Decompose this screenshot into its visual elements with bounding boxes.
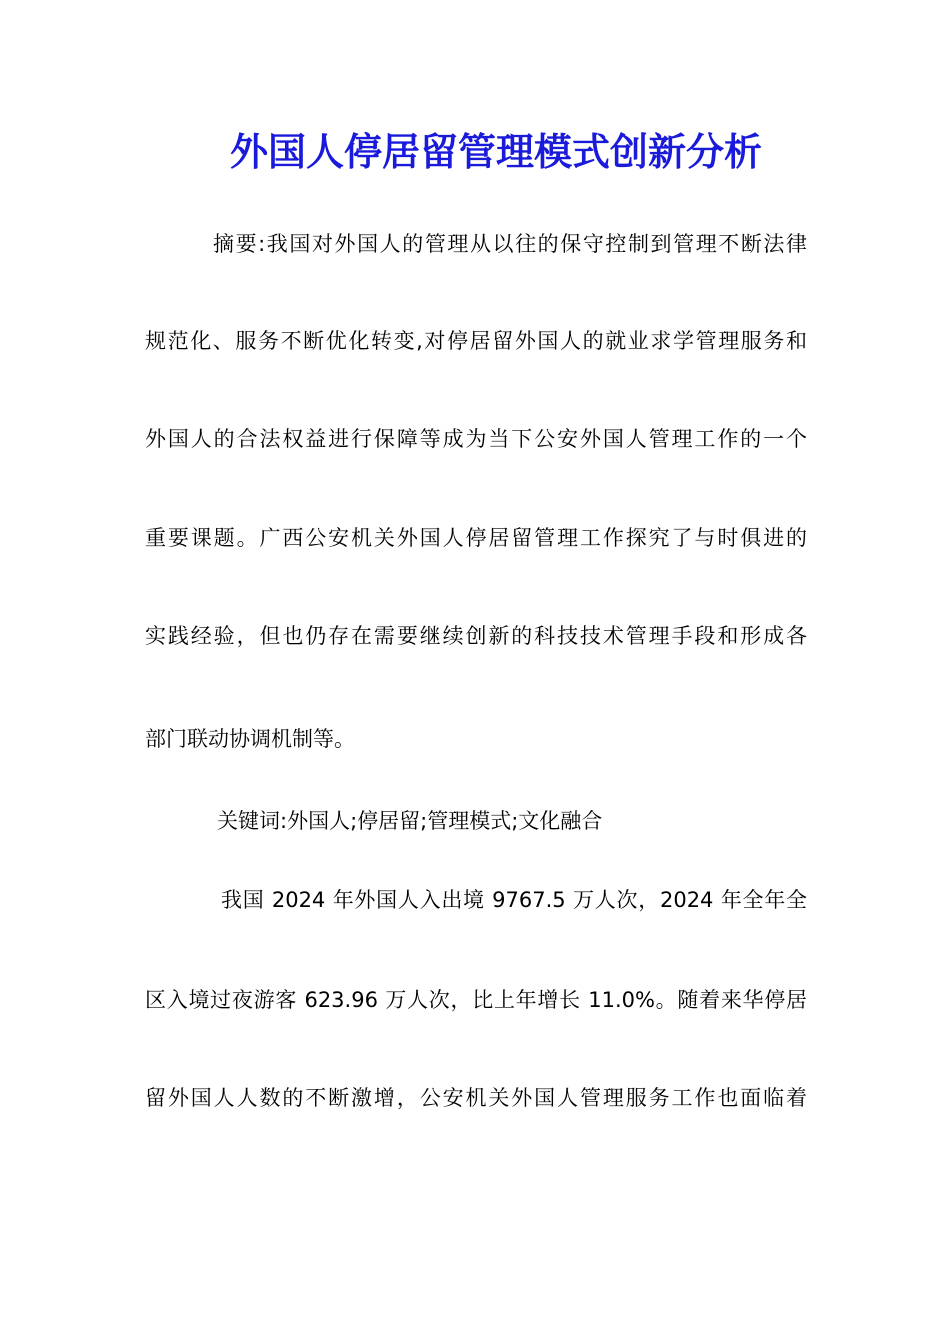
body-line: 区入境过夜游客 623.96 万人次，比上年增长 11.0%。随着来华停居 <box>145 988 807 1012</box>
abstract-line: 摘要:我国对外国人的管理从以往的保守控制到管理不断法律 <box>213 232 807 256</box>
keywords-line: 关键词:外国人;停居留;管理模式;文化融合 <box>217 809 603 833</box>
abstract-line: 重要课题。广西公安机关外国人停居留管理工作探究了与时俱进的 <box>145 526 807 550</box>
body-line: 留外国人人数的不断激增，公安机关外国人管理服务工作也面临着 <box>145 1086 807 1110</box>
abstract-line: 外国人的合法权益进行保障等成为当下公安外国人管理工作的一个 <box>145 427 807 451</box>
document-title: 外国人停居留管理模式创新分析 <box>229 129 762 174</box>
abstract-line: 实践经验，但也仍存在需要继续创新的科技技术管理手段和形成各 <box>145 624 807 648</box>
abstract-line: 部门联动协调机制等。 <box>145 727 355 751</box>
abstract-line: 规范化、服务不断优化转变,对停居留外国人的就业求学管理服务和 <box>145 329 807 353</box>
body-line: 我国 2024 年外国人入出境 9767.5 万人次，2024 年全年全 <box>221 888 807 912</box>
